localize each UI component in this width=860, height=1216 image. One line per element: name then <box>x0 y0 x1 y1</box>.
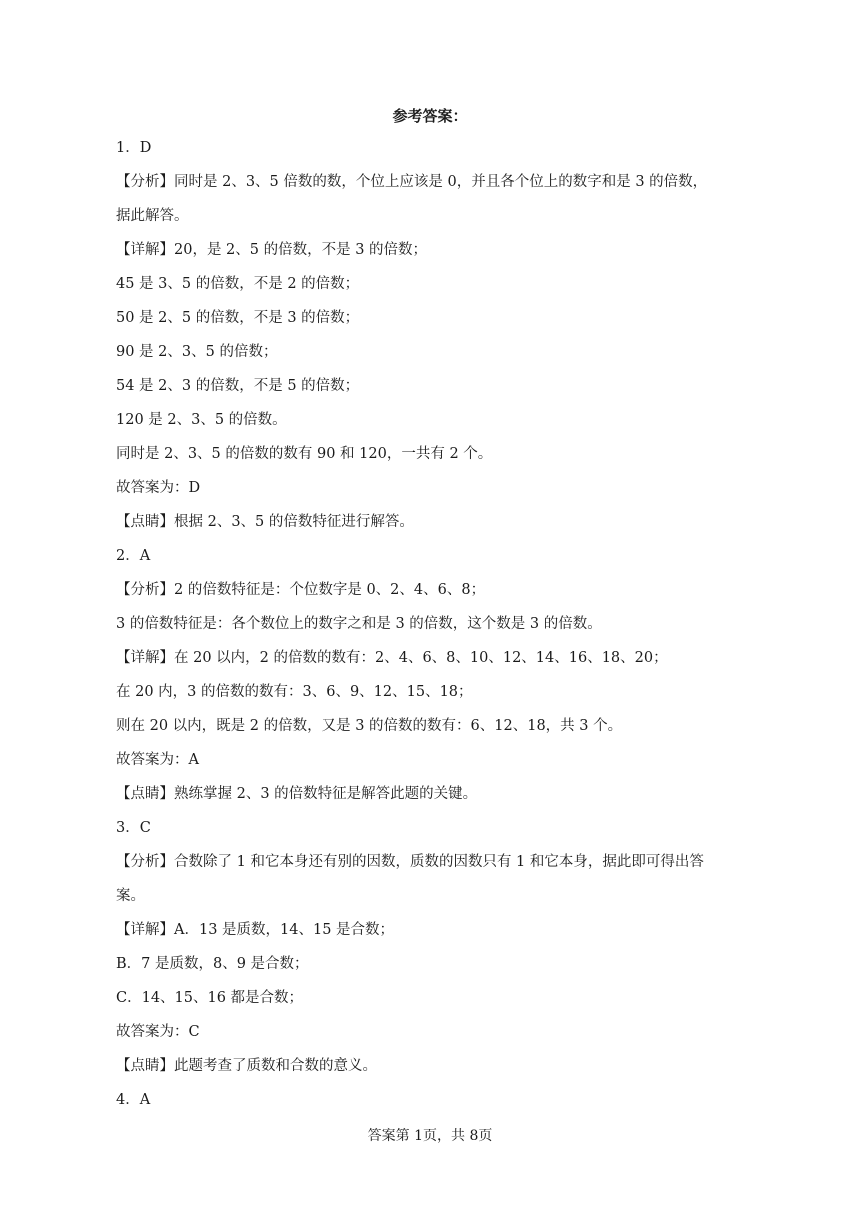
detail-line: C．14、15、16 都是合数； <box>116 990 304 1006</box>
question-number: 4．A <box>116 1092 151 1108</box>
question-number: 1．D <box>116 140 152 156</box>
analysis-line: 3 的倍数特征是：各个数位上的数字之和是 3 的倍数，这个数是 3 的倍数。 <box>116 616 602 632</box>
analysis-line: 【分析】合数除了 1 和它本身还有别的因数，质数的因数只有 1 和它本身，据此即可得出答 <box>116 854 704 870</box>
detail-line: 在 20 内，3 的倍数的数有：3、6、9、12、15、18； <box>116 684 473 700</box>
detail-line: 45 是 3、5 的倍数，不是 2 的倍数； <box>116 276 360 292</box>
comment-line: 【点睛】此题考查了质数和合数的意义。 <box>116 1058 377 1074</box>
question-number: 3．C <box>116 820 151 836</box>
detail-line: 120 是 2、3、5 的倍数。 <box>116 412 287 428</box>
question-number: 2．A <box>116 548 151 564</box>
comment-line: 【点睛】根据 2、3、5 的倍数特征进行解答。 <box>116 514 414 530</box>
answer-line: 故答案为：A <box>116 752 199 768</box>
detail-line: 则在 20 以内，既是 2 的倍数，又是 3 的倍数的数有：6、12、18，共 3 个。 <box>116 718 623 734</box>
analysis-line: 案。 <box>116 888 145 904</box>
detail-line: 同时是 2、3、5 的倍数的数有 90 和 120，一共有 2 个。 <box>116 446 493 462</box>
detail-line: 50 是 2、5 的倍数，不是 3 的倍数； <box>116 310 360 326</box>
detail-line: 【详解】A．13 是质数，14、15 是合数； <box>116 922 395 938</box>
analysis-line: 【分析】同时是 2、3、5 倍数的数，个位上应该是 0，并且各个位上的数字和是 3 的倍数， <box>116 174 708 190</box>
answer-body <box>116 131 748 1117</box>
detail-line: 90 是 2、3、5 的倍数； <box>116 344 278 360</box>
detail-line: 54 是 2、3 的倍数，不是 5 的倍数； <box>116 378 360 394</box>
answer-line: 故答案为：D <box>116 480 201 496</box>
analysis-line: 【分析】2 的倍数特征是：个位数字是 0、2、4、6、8； <box>116 582 486 598</box>
answer-line: 故答案为：C <box>116 1024 200 1040</box>
page-title: 参考答案： <box>392 107 468 125</box>
comment-line: 【点睛】熟练掌握 2、3 的倍数特征是解答此题的关键。 <box>116 786 478 802</box>
detail-line: 【详解】20，是 2、5 的倍数，不是 3 的倍数； <box>116 242 428 258</box>
detail-line: B．7 是质数，8、9 是合数； <box>116 956 309 972</box>
page-footer: 答案第 1页，共 8页 <box>367 1128 493 1144</box>
analysis-line: 据此解答。 <box>116 208 189 224</box>
detail-line: 【详解】在 20 以内，2 的倍数的数有：2、4、6、8、10、12、14、16、18、20； <box>116 650 668 666</box>
